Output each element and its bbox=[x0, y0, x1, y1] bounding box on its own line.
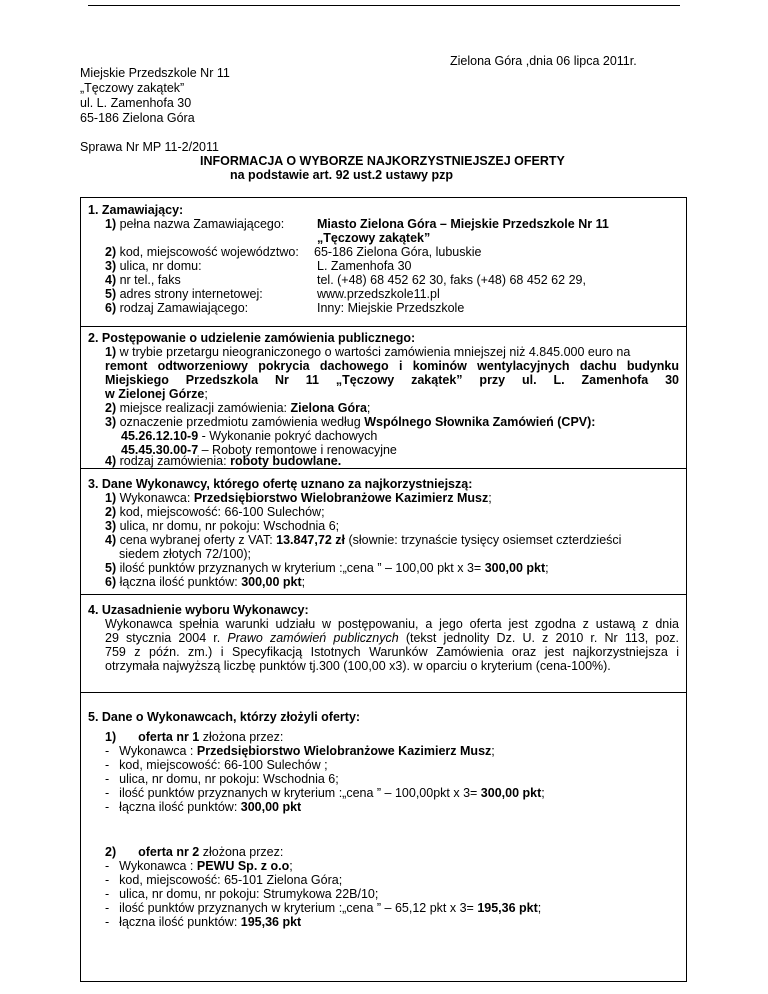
row-value: www.przedszkole11.pl bbox=[317, 287, 440, 301]
list-item: - łączna ilość punktów: 300,00 pkt bbox=[105, 800, 302, 814]
offer-heading: 1) oferta nr 1 złożona przez: bbox=[105, 730, 284, 744]
place-date: Zielona Góra ,dnia 06 lipca 2011r. bbox=[450, 54, 637, 68]
org-line-4: 65-186 Zielona Góra bbox=[80, 111, 195, 125]
section-dane-wykonawcy bbox=[80, 468, 687, 594]
row-label: 3) ulica, nr domu: bbox=[105, 259, 202, 273]
section-heading: 2. Postępowanie o udzielenie zamówienia publicznego: bbox=[88, 331, 416, 345]
row-label: 2) kod, miejscowość województwo: bbox=[105, 245, 299, 259]
document-title: INFORMACJA O WYBORZE NAJKORZYSTNIEJSZEJ OFERTY bbox=[200, 154, 565, 168]
section-zamawiajacy bbox=[80, 197, 687, 326]
text-line: 3) ulica, nr domu, nr pokoju: Wschodnia 6; bbox=[105, 519, 340, 533]
row-value: tel. (+48) 68 452 62 30, faks (+48) 68 452 62 29, bbox=[317, 273, 586, 287]
org-line-2: „Tęczowy zakątek” bbox=[80, 81, 185, 95]
top-rule bbox=[88, 5, 680, 6]
text-line: 4) rodzaj zamówienia: roboty budowlane. bbox=[105, 454, 342, 468]
row-value: Miasto Zielona Góra – Miejskie Przedszkole Nr 11 bbox=[317, 217, 609, 231]
row-label: 1) pełna nazwa Zamawiającego: bbox=[105, 217, 285, 231]
cpv-line: 45.26.12.10-9 - Wykonanie pokryć dachowych bbox=[121, 429, 378, 443]
row-value: Inny: Miejskie Przedszkole bbox=[317, 301, 465, 315]
list-item: - ulica, nr domu, nr pokoju: Wschodnia 6; bbox=[105, 772, 339, 786]
list-item: - ilość punktów przyznanych w kryterium :„cena ” – 100,00pkt x 3= 300,00 pkt; bbox=[105, 786, 545, 800]
text-line: Wykonawca spełnia warunki udziału w postępowaniu, a jego oferta jest zgodna z ustawą z dnia bbox=[105, 617, 679, 631]
text-line: 5) ilość punktów przyznanych w kryterium :„cena ” – 100,00 pkt x 3= 300,00 pkt; bbox=[105, 561, 549, 575]
row-label: 4) nr tel., faks bbox=[105, 273, 181, 287]
text-line: siedem złotych 72/100); bbox=[119, 547, 252, 561]
list-item: - Wykonawca : Przedsiębiorstwo Wielobranżowe Kazimierz Musz; bbox=[105, 744, 495, 758]
list-item: - ulica, nr domu, nr pokoju: Strumykowa 22B/10; bbox=[105, 887, 379, 901]
section-heading: 5. Dane o Wykonawcach, którzy złożyli oferty: bbox=[88, 710, 361, 724]
text-line: Miejskiego Przedszkola Nr 11 „Tęczowy zakątek” przy ul. L. Zamenhofa 30 bbox=[105, 373, 679, 387]
list-item: - Wykonawca : PEWU Sp. z o.o; bbox=[105, 859, 293, 873]
text-line: 29 stycznia 2004 r. Prawo zamówień publicznych (tekst jednolity Dz. U. z 2010 r. Nr 113, poz. bbox=[105, 631, 680, 645]
text-line: 2) miejsce realizacji zamówienia: Zielona Góra; bbox=[105, 401, 371, 415]
text-line: 759 z późn. zm.) i Specyfikacją Istotnych Warunków Zamówienia oraz jest najkorzystniejsza i bbox=[105, 645, 679, 659]
section-uzasadnienie bbox=[80, 594, 687, 692]
section-heading: 3. Dane Wykonawcy, którego ofertę uznano za najkorzystniejszą: bbox=[88, 477, 473, 491]
section-oferty bbox=[80, 692, 687, 982]
text-line: 4) cena wybranej oferty z VAT: 13.847,72 zł (słownie: trzynaście tysięcy osiemset czterdzieści bbox=[105, 533, 622, 547]
row-value: 65-186 Zielona Góra, lubuskie bbox=[314, 245, 482, 259]
offer-heading: 2) oferta nr 2 złożona przez: bbox=[105, 845, 284, 859]
text-line: 1) Wykonawca: Przedsiębiorstwo Wielobranżowe Kazimierz Musz; bbox=[105, 491, 492, 505]
text-line: 3) oznaczenie przedmiotu zamówienia według Wspólnego Słownika Zamówień (CPV): bbox=[105, 415, 596, 429]
row-label: 6) rodzaj Zamawiającego: bbox=[105, 301, 249, 315]
text-line: 1) w trybie przetargu nieograniczonego o wartości zamówienia mniejszej niż 4.845.000 euro na bbox=[105, 345, 631, 359]
text-line: remont odtworzeniowy pokrycia dachowego i kominów wentylacyjnych dachu budynku bbox=[105, 359, 679, 373]
document-subtitle: na podstawie art. 92 ust.2 ustawy pzp bbox=[230, 168, 453, 182]
list-item: - kod, miejscowość: 65-101 Zielona Góra; bbox=[105, 873, 343, 887]
text-line: otrzymała najwyższą liczbę punktów tj.300 (100,00 x3). w oparciu o kryterium (cena-100%). bbox=[105, 659, 611, 673]
section-heading: 4. Uzasadnienie wyboru Wykonawcy: bbox=[88, 603, 309, 617]
list-item: - łączna ilość punktów: 195,36 pkt bbox=[105, 915, 302, 929]
row-value: „Tęczowy zakątek” bbox=[317, 231, 431, 245]
row-value: L. Zamenhofa 30 bbox=[317, 259, 412, 273]
case-number: Sprawa Nr MP 11-2/2011 bbox=[80, 140, 219, 154]
org-line-3: ul. L. Zamenhofa 30 bbox=[80, 96, 192, 110]
text-line: 2) kod, miejscowość: 66-100 Sulechów; bbox=[105, 505, 325, 519]
org-line-1: Miejskie Przedszkole Nr 11 bbox=[80, 66, 230, 80]
list-item: - kod, miejscowość: 66-100 Sulechów ; bbox=[105, 758, 328, 772]
section-postepowanie bbox=[80, 326, 687, 468]
row-label: 5) adres strony internetowej: bbox=[105, 287, 263, 301]
cpv-line: 45.45.30.00-7 – Roboty remontowe i renowacyjne bbox=[121, 443, 397, 457]
text-line: w Zielonej Górze; bbox=[105, 387, 208, 401]
list-item: - ilość punktów przyznanych w kryterium :„cena ” – 65,12 pkt x 3= 195,36 pkt; bbox=[105, 901, 542, 915]
section-heading: 1. Zamawiający: bbox=[88, 203, 184, 217]
text-line: 6) łączna ilość punktów: 300,00 pkt; bbox=[105, 575, 306, 589]
